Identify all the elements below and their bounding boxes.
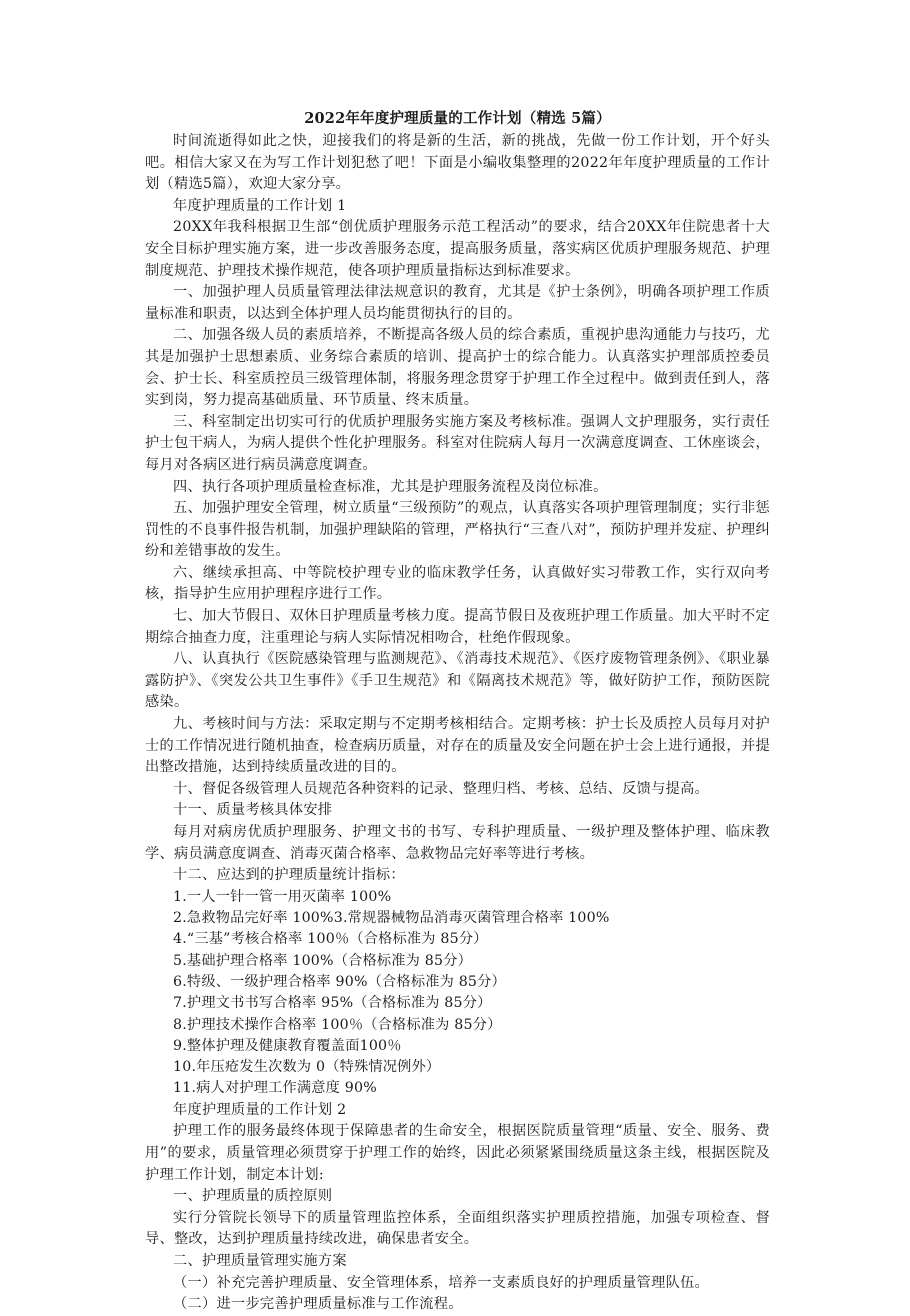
plan-2-heading-1: 一、护理质量的质控原则 xyxy=(173,1188,333,1205)
indicator-item: 11.病人对护理工作满意度 90% xyxy=(173,1080,377,1097)
indicator-item: 9.整体护理及健康教育覆盖面100％ xyxy=(173,1037,402,1054)
plan-1-item-10: 十、督促各级管理人员规范各种资料的记录、整理归档、考核、总结、反馈与提高。 xyxy=(173,780,710,797)
indicator-item: 2.急救物品完好率 100%3.常规器械物品消毒灭菌管理合格率 100% xyxy=(173,910,610,927)
document-page xyxy=(145,108,770,1316)
indicator-item: 4.“三基”考核合格率 100％（合格标准为 85分） xyxy=(173,931,488,948)
indicator-item: 8.护理技术操作合格率 100％（合格标准为 85分） xyxy=(173,1016,502,1033)
section-heading-plan-2: 年度护理质量的工作计划 2 xyxy=(173,1101,347,1118)
plan-2-sub-item-2: （二）进一步完善护理质量标准与工作流程。 xyxy=(173,1296,463,1313)
plan-1-overview: 20XX年我科根据卫生部“创优质护理服务示范工程活动”的要求，结合20XX年住院患者十大安全目标护理实施方案，进一步改善服务态度，提高服务质量，落实病区优质护理服务规范、护理制度规范、护理技术操作规范，使各项护理质量指标达到标准要求。 xyxy=(145,219,770,279)
plan-1-item-4: 四、执行各项护理质量检查标准，尤其是护理服务流程及岗位标准。 xyxy=(173,478,608,495)
indicator-item: 6.特级、一级护理合格率 90%（合格标准为 85分） xyxy=(173,973,506,990)
plan-1-item-2: 二、加强各级人员的素质培养，不断提高各级人员的综合素质，重视护患沟通能力与技巧，尤其是加强护士思想素质、业务综合素质的培训、提高护士的综合能力。认真落实护理部质控委员会、护士长、科室质控员三级管理体制，将服务理念贯穿于护理工作全过程中。做到责任到人，落实到岗，努力提高基础质量、环节质量、终末质量。 xyxy=(145,327,770,409)
indicator-item: 1.一人一针一管一用灭菌率 100% xyxy=(173,888,392,905)
plan-1-item-11-body: 每月对病房优质护理服务、护理文书的书写、专科护理质量、一级护理及整体护理、临床教学、病员满意度调查、消毒灭菌合格率、急救物品完好率等进行考核。 xyxy=(145,824,770,862)
plan-1-item-12-heading: 十二、应达到的护理质量统计指标： xyxy=(173,867,405,884)
indicator-item: 10.年压疮发生次数为 0（特殊情况例外） xyxy=(173,1059,441,1076)
plan-2-body-1: 实行分管院长领导下的质量管理监控体系，全面组织落实护理质控措施，加强专项检查、督导、整改，达到护理质量持续改进，确保患者安全。 xyxy=(145,1209,770,1248)
indicator-item: 7.护理文书书写合格率 95%（合格标准为 85分） xyxy=(173,995,492,1012)
plan-1-item-5: 五、加强护理安全管理，树立质量“三级预防”的观点，认真落实各项护理管理制度；实行非惩罚性的不良事件报告机制，加强护理缺陷的管理，严格执行“三查八对”，预防护理并发症、护理纠纷和差错事故的发生。 xyxy=(145,500,770,560)
document-title: 2022年年度护理质量的工作计划（精选 5篇） xyxy=(304,110,611,127)
plan-1-item-9: 九、考核时间与方法：采取定期与不定期考核相结合。定期考核：护士长及质控人员每月对护士的工作情况进行随机抽查，检查病历质量，对存在的质量及安全问题在护士会上进行通报，并提出整改措施，达到持续质量改进的目的。 xyxy=(145,716,770,776)
plan-1-item-3: 三、科室制定出切实可行的优质护理服务实施方案及考核标准。强调人文护理服务，实行责任护士包干病人，为病人提供个性化护理服务。科室对住院病人每月一次满意度调查、工休座谈会，每月对各病区进行病员满意度调查。 xyxy=(145,413,770,473)
indicator-list xyxy=(145,887,770,1100)
plan-1-item-7: 七、加大节假日、双休日护理质量考核力度。提高节假日及夜班护理工作质量。加大平时不定期综合抽查力度，注重理论与病人实际情况相吻合，杜绝作假现象。 xyxy=(145,608,770,646)
intro-paragraph: 时间流逝得如此之快，迎接我们的将是新的生活，新的挑战，先做一份工作计划，开个好头吧。相信大家又在为写工作计划犯愁了吧！下面是小编收集整理的2022年年度护理质量的工作计划（精选5篇），欢迎大家分享。 xyxy=(145,133,770,193)
plan-2-overview: 护理工作的服务最终体现于保障患者的生命安全，根据医院质量管理“质量、安全、服务、费用”的要求，质量管理必须贯穿于护理工作的始终，因此必须紧紧围绕质量这条主线，根据医院及护理工作计划，制定本计划: xyxy=(145,1123,770,1183)
plan-2-sub-item-1: （一）补充完善护理质量、安全管理体系，培养一支素质良好的护理质量管理队伍。 xyxy=(173,1274,710,1291)
indicator-item: 5.基础护理合格率 100%（合格标准为 85分） xyxy=(173,952,472,969)
plan-1-item-6: 六、继续承担高、中等院校护理专业的临床教学任务，认真做好实习带教工作，实行双向考核，指导护生应用护理程序进行工作。 xyxy=(145,564,770,603)
plan-1-item-11-heading: 十一、质量考核具体安排 xyxy=(173,802,333,819)
plan-1-item-1: 一、加强护理人员质量管理法律法规意识的教育，尤其是《护士条例》，明确各项护理工作质量标准和职责，以达到全体护理人员均能贯彻执行的目的。 xyxy=(145,284,770,322)
plan-2-heading-2: 二、护理质量管理实施方案 xyxy=(173,1252,347,1269)
plan-1-item-8: 八、认真执行《医院感染管理与监测规范》、《消毒技术规范》、《医疗废物管理条例》、《职业暴露防护》、《突发公共卫生事件》《手卫生规范》和《隔离技术规范》等，做好防护工作，预防医院感染。 xyxy=(145,651,770,711)
section-heading-plan-1: 年度护理质量的工作计划 1 xyxy=(173,197,347,214)
